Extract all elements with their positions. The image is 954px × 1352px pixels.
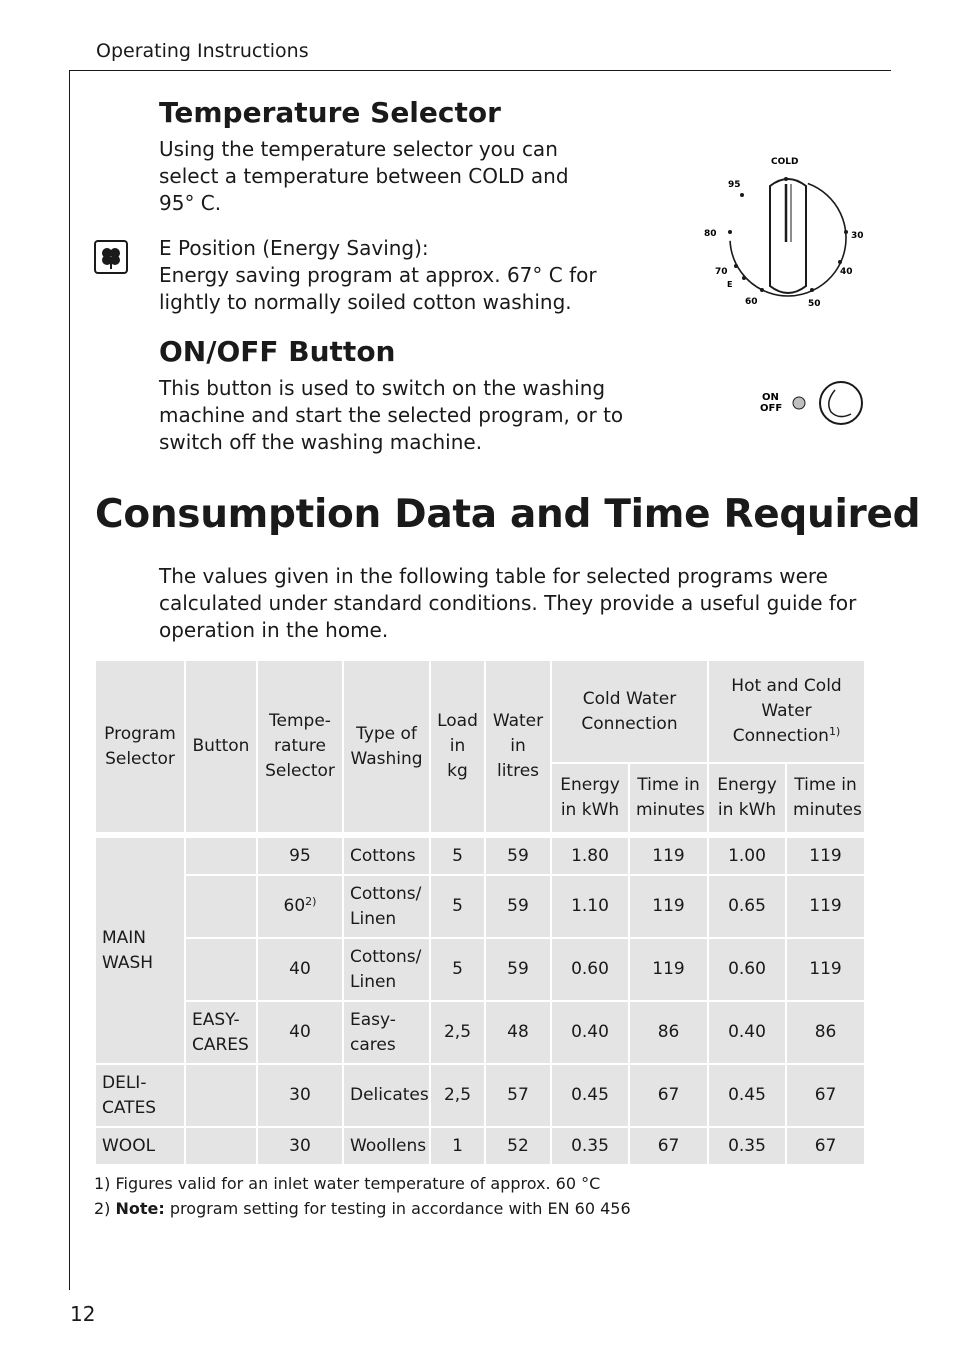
cell-button <box>185 875 257 938</box>
clover-energy-icon <box>94 240 128 274</box>
cell-water: 52 <box>485 1127 551 1165</box>
cell-temp: 95 <box>257 837 343 875</box>
header-cold-energy: Energy in kWh <box>551 763 629 833</box>
cell-type: Cottons/ Linen <box>343 938 430 1001</box>
table-row <box>95 938 865 1001</box>
header-program-selector: Program Selector <box>95 660 185 833</box>
dial-label-80: 80 <box>704 229 717 239</box>
footnote-2-text: program setting for testing in accordance with EN 60 456 <box>169 1199 631 1218</box>
cell-type: Woollens <box>343 1127 430 1165</box>
consumption-title: Consumption Data and Time Required <box>95 492 921 537</box>
cell-load: 1 <box>430 1127 485 1165</box>
header-water: Water in litres <box>485 660 551 833</box>
dial-label-50: 50 <box>808 299 821 309</box>
dial-label-70: 70 <box>715 267 728 277</box>
temperature-selector-heading: Temperature Selector <box>159 96 501 129</box>
cell-cold-time: 119 <box>629 837 708 875</box>
temperature-selector-text: Using the temperature selector you can select a temperature between COLD and 95° C. <box>159 137 569 215</box>
cell-cold-energy: 1.80 <box>551 837 629 875</box>
group-wool: WOOL <box>95 1127 185 1165</box>
cell-cold-energy: 1.10 <box>551 875 629 938</box>
cell-hot-time: 67 <box>786 1064 865 1127</box>
footnote-ref-2: 2) <box>305 895 317 908</box>
margin-rule <box>69 70 70 1290</box>
cell-hot-energy: 1.00 <box>708 837 786 875</box>
cell-hot-time: 119 <box>786 875 865 938</box>
header-temperature-selector: Tempe- rature Selector <box>257 660 343 833</box>
cell-cold-energy: 0.40 <box>551 1001 629 1064</box>
dial-label-30: 30 <box>851 231 864 241</box>
cell-temp: 40 <box>257 938 343 1001</box>
footnote-2-note: Note: <box>115 1199 165 1218</box>
cell-type: Cottons/ Linen <box>343 875 430 938</box>
cell-hot-time: 119 <box>786 837 865 875</box>
header-button: Button <box>185 660 257 833</box>
cell-button <box>185 938 257 1001</box>
table-row <box>95 837 865 875</box>
cell-type: Cottons <box>343 837 430 875</box>
onoff-button-graphic[interactable] <box>757 380 867 428</box>
header-hot-time: Time in minutes <box>786 763 865 833</box>
header-cold-time: Time in minutes <box>629 763 708 833</box>
group-delicates: DELI- CATES <box>95 1064 185 1127</box>
table-row <box>95 1001 865 1064</box>
page-header: Operating Instructions <box>96 40 309 62</box>
cell-temp: 30 <box>257 1064 343 1127</box>
cell-water: 48 <box>485 1001 551 1064</box>
cell-temp-value: 60 <box>283 896 306 916</box>
cell-water: 59 <box>485 837 551 875</box>
cell-temp: 40 <box>257 1001 343 1064</box>
table-row <box>95 875 865 938</box>
cell-hot-energy: 0.65 <box>708 875 786 938</box>
dial-label-e: E <box>727 280 733 289</box>
cell-cold-time: 67 <box>629 1064 708 1127</box>
cell-button <box>185 1064 257 1127</box>
onoff-heading: ON/OFF Button <box>159 335 396 368</box>
cell-hot-time: 67 <box>786 1127 865 1165</box>
consumption-intro: The values given in the following table for selected programs were calculated under standard conditions. They provide a useful guide for operation in the home. <box>159 564 857 642</box>
dial-label-95: 95 <box>728 180 741 190</box>
cell-load: 5 <box>430 875 485 938</box>
cell-hot-time: 86 <box>786 1001 865 1064</box>
cell-type: Easy- cares <box>343 1001 430 1064</box>
header-hot-energy: Energy in kWh <box>708 763 786 833</box>
footnote-1-marker: 1) <box>94 1174 111 1193</box>
cell-hot-energy: 0.40 <box>708 1001 786 1064</box>
dial-label-60: 60 <box>745 297 758 307</box>
cell-hot-energy: 0.35 <box>708 1127 786 1165</box>
cell-hot-time: 119 <box>786 938 865 1001</box>
cell-water: 59 <box>485 938 551 1001</box>
cell-hot-energy: 0.60 <box>708 938 786 1001</box>
cell-cold-time: 67 <box>629 1127 708 1165</box>
header-load: Load in kg <box>430 660 485 833</box>
cell-cold-time: 86 <box>629 1001 708 1064</box>
group-main-wash: MAIN WASH <box>95 837 185 1064</box>
dial-label-40: 40 <box>840 267 853 277</box>
cell-temp: 30 <box>257 1127 343 1165</box>
e-position-title: E Position (Energy Saving): <box>159 236 429 260</box>
onoff-text: This button is used to switch on the washing machine and start the selected program, or to switch off the washing machine. <box>159 376 624 454</box>
header-cold-water-connection: Cold Water Connection <box>551 660 708 763</box>
cell-type: Delicates <box>343 1064 430 1127</box>
cell-cold-energy: 0.35 <box>551 1127 629 1165</box>
cell-water: 59 <box>485 875 551 938</box>
cell-load: 2,5 <box>430 1064 485 1127</box>
footnote-1-text: Figures valid for an inlet water temperature of approx. 60 °C <box>115 1174 601 1193</box>
e-position-text: Energy saving program at approx. 67° C for lightly to normally soiled cotton washing. <box>159 263 597 314</box>
cell-temp <box>257 875 343 938</box>
temperature-dial[interactable] <box>700 150 880 315</box>
footnote-2-marker: 2) <box>94 1199 111 1218</box>
on-label: ON <box>762 392 779 403</box>
page-number: 12 <box>70 1302 96 1326</box>
cell-load: 5 <box>430 938 485 1001</box>
header-rule <box>70 70 891 71</box>
cell-button: EASY- CARES <box>185 1001 257 1064</box>
cell-load: 2,5 <box>430 1001 485 1064</box>
cell-cold-time: 119 <box>629 875 708 938</box>
cell-cold-time: 119 <box>629 938 708 1001</box>
header-type-of-washing: Type of Washing <box>343 660 430 833</box>
footnote-1 <box>94 1174 600 1193</box>
cell-button <box>185 1127 257 1165</box>
cell-button <box>185 837 257 875</box>
consumption-table <box>94 659 866 1166</box>
cell-hot-energy: 0.45 <box>708 1064 786 1127</box>
cell-cold-energy: 0.60 <box>551 938 629 1001</box>
footnote-2 <box>94 1199 631 1218</box>
off-label: OFF <box>760 403 783 414</box>
header-hot-cold-text: Hot and Cold Water Connection <box>731 676 842 746</box>
table-row <box>95 1127 865 1165</box>
cell-water: 57 <box>485 1064 551 1127</box>
cell-load: 5 <box>430 837 485 875</box>
header-hot-cold-water-connection <box>708 660 865 763</box>
cell-cold-energy: 0.45 <box>551 1064 629 1127</box>
dial-label-cold: COLD <box>771 157 799 167</box>
table-row <box>95 1064 865 1127</box>
footnote-ref-1: 1) <box>828 725 841 738</box>
